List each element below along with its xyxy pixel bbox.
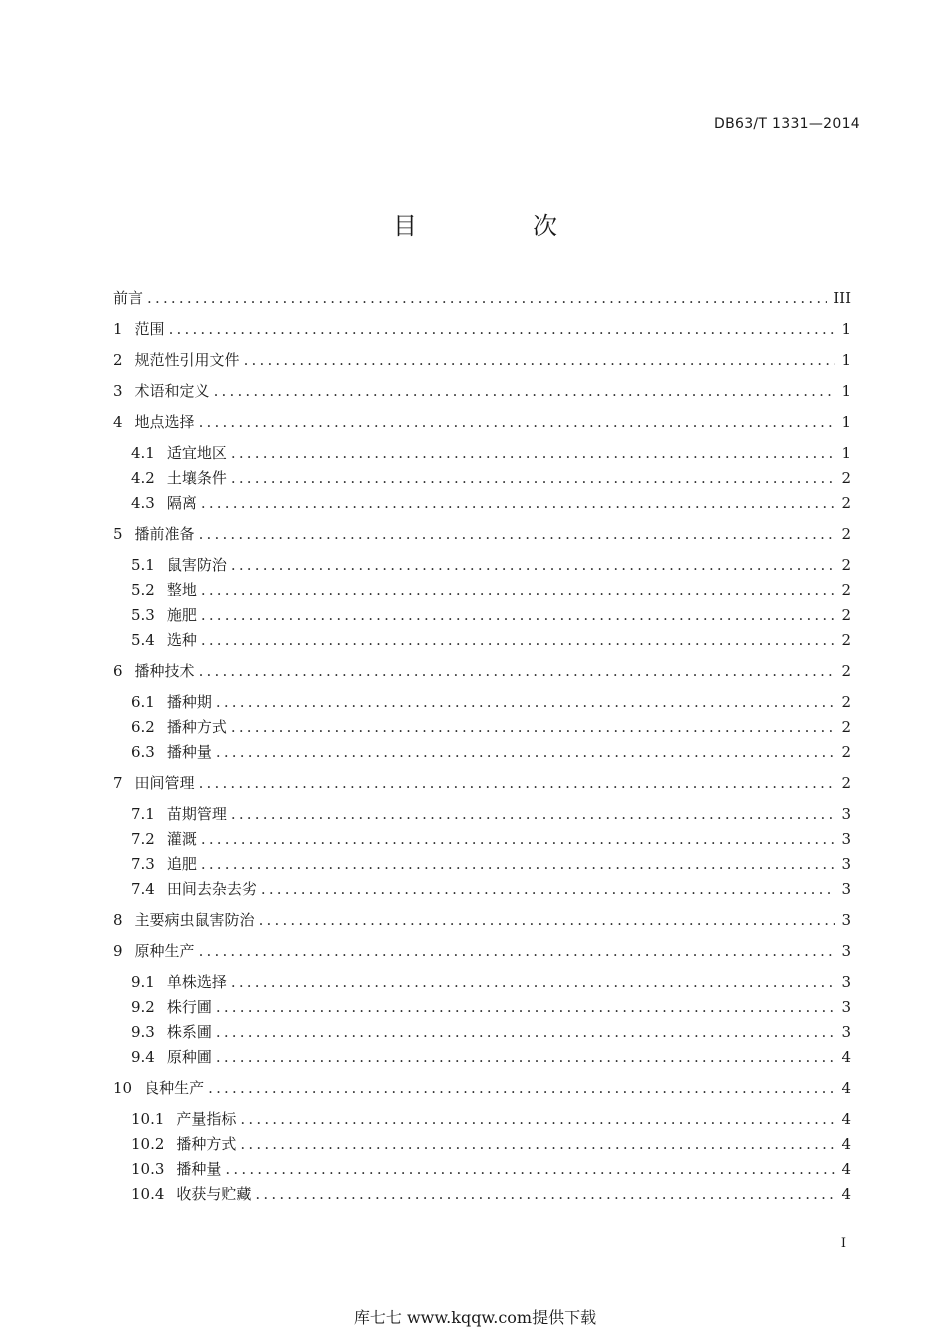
- toc-entry[interactable]: [131, 741, 851, 763]
- toc-entry-number: 8: [113, 911, 123, 929]
- toc-entry-label: 原种生产: [134, 942, 195, 960]
- toc-entry[interactable]: [131, 716, 851, 738]
- toc-leader-dots: [231, 716, 836, 738]
- toc-entry-page: 4: [841, 1160, 851, 1178]
- toc-entry-label: 播种方式: [166, 718, 227, 736]
- toc-entry-label: 单株选择: [166, 973, 227, 991]
- toc-entry-number: 6.3: [131, 743, 155, 761]
- toc-entry-label: 地点选择: [134, 413, 195, 431]
- toc-entry-label: 株系圃: [166, 1023, 212, 1041]
- toc-leader-dots: [231, 803, 836, 825]
- toc-entry-number: 6.1: [131, 693, 155, 711]
- toc-entry-number: 10.4: [131, 1185, 165, 1203]
- toc-entry-page: 1: [841, 382, 851, 400]
- toc-entry-label: 产量指标: [176, 1110, 237, 1128]
- toc-entry-number: 2: [113, 351, 123, 369]
- toc-entry-label: 术语和定义: [134, 382, 210, 400]
- toc-entry-number: 7.2: [131, 830, 155, 848]
- toc-entry-number: 4.2: [131, 469, 155, 487]
- toc-entry[interactable]: [113, 287, 851, 309]
- toc-leader-dots: [201, 828, 836, 850]
- toc-entry-label: 隔离: [166, 494, 197, 512]
- toc-entry-number: 5.2: [131, 581, 155, 599]
- toc-leader-dots: [199, 940, 836, 962]
- toc-entry-page: 2: [841, 556, 851, 574]
- toc-entry-number: 4: [113, 413, 123, 431]
- toc-entry-page: 4: [841, 1110, 851, 1128]
- toc-entry-number: 7.4: [131, 880, 155, 898]
- toc-entry[interactable]: [113, 909, 851, 931]
- toc-entry[interactable]: [131, 1108, 851, 1130]
- toc-entry[interactable]: [131, 1133, 851, 1155]
- toc-entry[interactable]: [131, 554, 851, 576]
- toc-leader-dots: [240, 1133, 835, 1155]
- toc-leader-dots: [199, 660, 836, 682]
- toc-entry-number: 1: [113, 320, 123, 338]
- toc-leader-dots: [244, 349, 836, 371]
- toc-entry-label: 播种量: [176, 1160, 222, 1178]
- toc-entry-label: 范围: [134, 320, 165, 338]
- toc-entry-label: 播种方式: [176, 1135, 237, 1153]
- toc-entry-number: 7: [113, 774, 123, 792]
- toc-entry-number: 9.3: [131, 1023, 155, 1041]
- toc-entry[interactable]: [113, 318, 851, 340]
- toc-entry-page: 4: [841, 1048, 851, 1066]
- toc-leader-dots: [201, 492, 836, 514]
- toc-entry-label: 收获与贮藏: [176, 1185, 252, 1203]
- toc-entry-page: 2: [841, 743, 851, 761]
- toc-entry-page: 1: [841, 351, 851, 369]
- toc-entry-number: 7.3: [131, 855, 155, 873]
- toc-entry[interactable]: [113, 380, 851, 402]
- toc-leader-dots: [201, 604, 836, 626]
- toc-leader-dots: [216, 1021, 836, 1043]
- toc-leader-dots: [231, 467, 836, 489]
- toc-entry[interactable]: [131, 853, 851, 875]
- toc-entry-label: 选种: [166, 631, 197, 649]
- toc-entry-page: III: [833, 289, 851, 307]
- toc-entry-page: 2: [841, 718, 851, 736]
- toc-entry-page: 2: [841, 774, 851, 792]
- toc-entry[interactable]: [131, 1183, 851, 1205]
- toc-entry-page: 2: [841, 525, 851, 543]
- toc-entry-number: 10.2: [131, 1135, 165, 1153]
- toc-entry[interactable]: [113, 349, 851, 371]
- toc-entry[interactable]: [131, 971, 851, 993]
- toc-leader-dots: [216, 996, 836, 1018]
- toc-entry[interactable]: [113, 772, 851, 794]
- toc-entry-page: 3: [841, 973, 851, 991]
- toc-entry-label: 田间去杂去劣: [166, 880, 257, 898]
- toc-entry[interactable]: [131, 691, 851, 713]
- toc-entry-number: 10: [113, 1079, 133, 1097]
- toc-leader-dots: [216, 741, 836, 763]
- footer-watermark: 库七七 www.kqqw.com提供下载: [353, 1308, 597, 1327]
- toc-entry-number: 5.4: [131, 631, 155, 649]
- toc-entry[interactable]: [113, 660, 851, 682]
- toc-leader-dots: [208, 1077, 835, 1099]
- toc-leader-dots: [240, 1108, 835, 1130]
- toc-entry-page: 4: [841, 1135, 851, 1153]
- toc-entry[interactable]: [131, 467, 851, 489]
- toc-entry-label: 株行圃: [166, 998, 212, 1016]
- toc-entry[interactable]: [131, 1046, 851, 1068]
- toc-entry-page: 4: [841, 1185, 851, 1203]
- toc-leader-dots: [199, 411, 836, 433]
- toc-title: 目 次: [393, 212, 603, 240]
- toc-leader-dots: [216, 1046, 836, 1068]
- toc-entry-number: 9.2: [131, 998, 155, 1016]
- toc-entry-label: 土壤条件: [166, 469, 227, 487]
- toc-leader-dots: [201, 629, 836, 651]
- toc-entry-label: 田间管理: [134, 774, 195, 792]
- toc-entry-page: 2: [841, 606, 851, 624]
- toc-entry[interactable]: [131, 828, 851, 850]
- toc-entry[interactable]: [131, 1021, 851, 1043]
- toc-leader-dots: [147, 287, 827, 309]
- toc-entry[interactable]: [131, 629, 851, 651]
- toc-entry-label: 适宜地区: [166, 444, 227, 462]
- toc-entry-page: 1: [841, 444, 851, 462]
- toc-entry-page: 2: [841, 469, 851, 487]
- toc-entry-page: 2: [841, 662, 851, 680]
- toc-entry[interactable]: [113, 411, 851, 433]
- toc-entry-label: 前言: [113, 289, 144, 307]
- toc-leader-dots: [199, 523, 836, 545]
- toc-entry-number: 3: [113, 382, 123, 400]
- toc-leader-dots: [214, 380, 836, 402]
- toc-entry-label: 灌溉: [166, 830, 197, 848]
- toc-entry-label: 播前准备: [134, 525, 195, 543]
- toc-entry-number: 5.1: [131, 556, 155, 574]
- toc-entry-page: 3: [841, 1023, 851, 1041]
- toc-leader-dots: [231, 554, 836, 576]
- toc-entry-label: 播种量: [166, 743, 212, 761]
- toc-entry-number: 5.3: [131, 606, 155, 624]
- toc-entry-label: 主要病虫鼠害防治: [134, 911, 255, 929]
- toc-entry-page: 1: [841, 413, 851, 431]
- toc-entry[interactable]: [113, 523, 851, 545]
- page-number: I: [840, 1236, 846, 1251]
- toc-entry-page: 1: [841, 320, 851, 338]
- toc-entry-page: 3: [841, 911, 851, 929]
- toc-entry-page: 2: [841, 631, 851, 649]
- toc-leader-dots: [201, 853, 836, 875]
- toc-entry[interactable]: [131, 878, 851, 900]
- toc-entry[interactable]: [131, 803, 851, 825]
- toc-entry-number: 4.3: [131, 494, 155, 512]
- toc-entry-label: 鼠害防治: [166, 556, 227, 574]
- toc-entry-page: 2: [841, 581, 851, 599]
- toc-leader-dots: [259, 909, 836, 931]
- toc-entry[interactable]: [113, 1077, 851, 1099]
- toc-leader-dots: [199, 772, 836, 794]
- toc-entry-page: 3: [841, 830, 851, 848]
- toc-leader-dots: [255, 1183, 835, 1205]
- toc-entry-label: 追肥: [166, 855, 197, 873]
- toc-leader-dots: [225, 1158, 835, 1180]
- standard-code: DB63/T 1331—2014: [714, 116, 860, 132]
- toc-entry-label: 苗期管理: [166, 805, 227, 823]
- toc-entry[interactable]: [131, 492, 851, 514]
- toc-entry-number: 4.1: [131, 444, 155, 462]
- toc-leader-dots: [169, 318, 836, 340]
- toc-entry-page: 4: [841, 1079, 851, 1097]
- toc-entry-page: 3: [841, 805, 851, 823]
- toc-entry-page: 3: [841, 880, 851, 898]
- toc-entry-page: 2: [841, 494, 851, 512]
- toc-entry-number: 5: [113, 525, 123, 543]
- toc-entry-number: 10.3: [131, 1160, 165, 1178]
- toc-entry-number: 9.4: [131, 1048, 155, 1066]
- toc-entry-label: 播种期: [166, 693, 212, 711]
- toc-entry-label: 播种技术: [134, 662, 195, 680]
- toc-leader-dots: [201, 579, 836, 601]
- toc-entry-label: 施肥: [166, 606, 197, 624]
- toc-entry-number: 9: [113, 942, 123, 960]
- toc-leader-dots: [231, 442, 836, 464]
- toc-entry-page: 3: [841, 998, 851, 1016]
- toc-entry[interactable]: [131, 604, 851, 626]
- toc-entry[interactable]: [131, 996, 851, 1018]
- toc-leader-dots: [231, 971, 836, 993]
- toc-entry[interactable]: [131, 579, 851, 601]
- toc-entry-number: 6.2: [131, 718, 155, 736]
- toc-entry-label: 原种圃: [166, 1048, 212, 1066]
- toc-entry-number: 7.1: [131, 805, 155, 823]
- toc-entry-page: 3: [841, 942, 851, 960]
- toc-entry-number: 6: [113, 662, 123, 680]
- toc-entry-page: 3: [841, 855, 851, 873]
- toc-entry-label: 整地: [166, 581, 197, 599]
- toc-entry-page: 2: [841, 693, 851, 711]
- toc-entry[interactable]: [131, 442, 851, 464]
- toc-entry[interactable]: [113, 940, 851, 962]
- toc-entry-label: 良种生产: [144, 1079, 205, 1097]
- toc-leader-dots: [261, 878, 836, 900]
- toc-entry-label: 规范性引用文件: [134, 351, 240, 369]
- toc-entry-number: 9.1: [131, 973, 155, 991]
- toc-leader-dots: [216, 691, 836, 713]
- toc-entry[interactable]: [131, 1158, 851, 1180]
- toc-entry-number: 10.1: [131, 1110, 165, 1128]
